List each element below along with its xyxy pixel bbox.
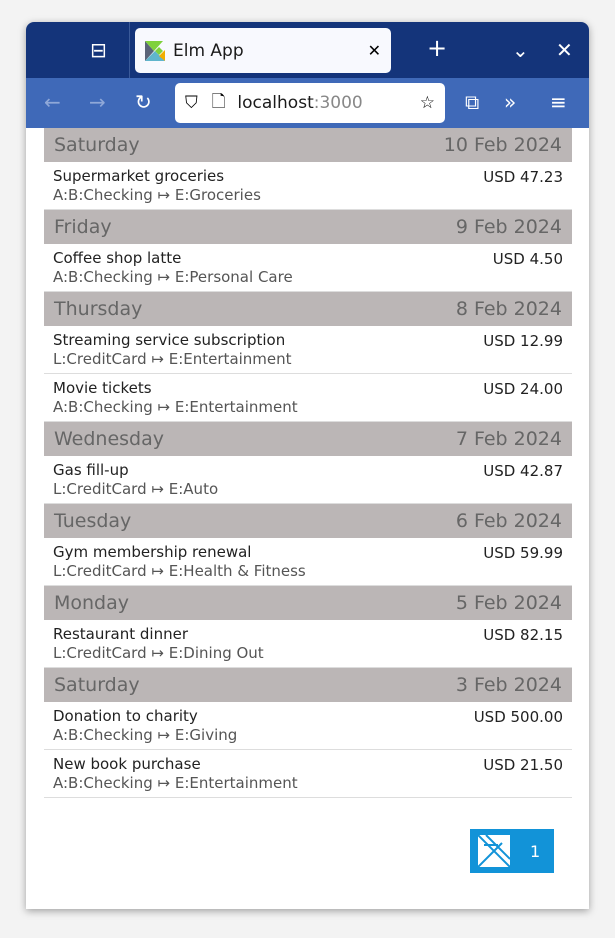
back-icon[interactable]: ← bbox=[44, 90, 61, 114]
maps-to-arrow: ↦ bbox=[157, 398, 171, 416]
date: 10 Feb 2024 bbox=[443, 134, 562, 156]
weekday: Thursday bbox=[54, 298, 143, 320]
tab-overview-icon[interactable]: ⊟ bbox=[90, 38, 107, 62]
transaction-list bbox=[44, 128, 572, 798]
to-account: E:Entertainment bbox=[174, 398, 298, 416]
forward-icon[interactable]: → bbox=[89, 90, 106, 114]
elm-debugger-logo-icon bbox=[478, 835, 510, 867]
day-header bbox=[44, 210, 572, 244]
nav-toolbar bbox=[26, 78, 589, 128]
maps-to-arrow: ↦ bbox=[151, 480, 164, 498]
transaction-row[interactable] bbox=[44, 162, 572, 210]
transaction-description: Streaming service subscription bbox=[53, 331, 286, 349]
new-tab-icon[interactable]: + bbox=[427, 34, 448, 62]
transaction-amount: USD 21.50 bbox=[483, 756, 563, 774]
transaction-accounts bbox=[53, 398, 563, 416]
transaction-accounts bbox=[53, 186, 563, 204]
elm-logo-icon bbox=[145, 41, 165, 61]
browser-window bbox=[26, 22, 589, 909]
transaction-amount: USD 47.23 bbox=[483, 168, 563, 186]
to-account: E:Health & Fitness bbox=[168, 562, 306, 580]
transaction-accounts bbox=[53, 774, 563, 792]
bookmark-star-icon[interactable]: ☆ bbox=[419, 93, 435, 113]
maps-to-arrow: ↦ bbox=[151, 350, 164, 368]
from-account: A:B:Checking bbox=[53, 726, 153, 744]
day-header bbox=[44, 128, 572, 162]
from-account: L:CreditCard bbox=[53, 644, 147, 662]
from-account: L:CreditCard bbox=[53, 562, 147, 580]
transaction-row[interactable] bbox=[44, 702, 572, 750]
menu-icon[interactable]: ≡ bbox=[550, 90, 567, 114]
transaction-description: Gas fill-up bbox=[53, 461, 129, 479]
tab-elm-app[interactable] bbox=[135, 28, 391, 73]
url-host: localhost bbox=[237, 93, 314, 113]
transaction-row[interactable] bbox=[44, 326, 572, 374]
url-bar[interactable] bbox=[175, 83, 445, 123]
transaction-description: Gym membership renewal bbox=[53, 543, 252, 561]
weekday: Tuesday bbox=[54, 510, 132, 532]
transaction-description: Supermarket groceries bbox=[53, 167, 225, 185]
to-account: E:Auto bbox=[168, 480, 219, 498]
chevron-down-icon[interactable]: ⌄ bbox=[512, 38, 529, 62]
debugger-count: 1 bbox=[530, 841, 541, 861]
from-account: A:B:Checking bbox=[53, 186, 153, 204]
transaction-accounts bbox=[53, 480, 563, 498]
to-account: E:Entertainment bbox=[174, 774, 298, 792]
to-account: E:Personal Care bbox=[174, 268, 293, 286]
from-account: A:B:Checking bbox=[53, 398, 153, 416]
url-port: :3000 bbox=[313, 93, 363, 113]
maps-to-arrow: ↦ bbox=[157, 774, 171, 792]
tab-title: Elm App bbox=[173, 40, 244, 61]
day-header bbox=[44, 668, 572, 702]
transaction-description: New book purchase bbox=[53, 755, 201, 773]
day-header bbox=[44, 586, 572, 620]
from-account: A:B:Checking bbox=[53, 774, 153, 792]
close-tab-icon[interactable]: ✕ bbox=[367, 41, 381, 60]
to-account: E:Groceries bbox=[174, 186, 261, 204]
transaction-row[interactable] bbox=[44, 374, 572, 422]
transaction-amount: USD 4.50 bbox=[492, 250, 563, 268]
weekday: Monday bbox=[54, 592, 130, 614]
date: 8 Feb 2024 bbox=[455, 298, 562, 320]
maps-to-arrow: ↦ bbox=[151, 562, 164, 580]
day-header bbox=[44, 292, 572, 326]
transaction-row[interactable] bbox=[44, 456, 572, 504]
maps-to-arrow: ↦ bbox=[157, 268, 171, 286]
tab-bar bbox=[26, 22, 589, 78]
transaction-accounts bbox=[53, 726, 563, 744]
weekday: Friday bbox=[54, 216, 112, 238]
transaction-accounts bbox=[53, 268, 563, 286]
transaction-row[interactable] bbox=[44, 538, 572, 586]
extensions-icon[interactable]: ⧉ bbox=[465, 90, 480, 114]
transaction-description: Donation to charity bbox=[53, 707, 198, 725]
to-account: E:Giving bbox=[174, 726, 238, 744]
maps-to-arrow: ↦ bbox=[157, 726, 171, 744]
weekday: Saturday bbox=[54, 674, 140, 696]
weekday: Saturday bbox=[54, 134, 140, 156]
transaction-accounts bbox=[53, 562, 563, 580]
transaction-amount: USD 82.15 bbox=[483, 626, 563, 644]
day-header bbox=[44, 422, 572, 456]
day-header bbox=[44, 504, 572, 538]
page-icon: 🗋 bbox=[211, 91, 226, 112]
transaction-amount: USD 24.00 bbox=[483, 380, 563, 398]
to-account: E:Dining Out bbox=[168, 644, 264, 662]
date: 3 Feb 2024 bbox=[455, 674, 562, 696]
transaction-amount: USD 12.99 bbox=[483, 332, 563, 350]
transaction-description: Coffee shop latte bbox=[53, 249, 182, 267]
from-account: L:CreditCard bbox=[53, 480, 147, 498]
divider bbox=[129, 22, 130, 78]
date: 7 Feb 2024 bbox=[455, 428, 562, 450]
date: 9 Feb 2024 bbox=[455, 216, 562, 238]
transaction-row[interactable] bbox=[44, 244, 572, 292]
transaction-amount: USD 42.87 bbox=[483, 462, 563, 480]
maps-to-arrow: ↦ bbox=[151, 644, 164, 662]
transaction-row[interactable] bbox=[44, 750, 572, 798]
transaction-amount: USD 500.00 bbox=[473, 708, 563, 726]
from-account: L:CreditCard bbox=[53, 350, 147, 368]
transaction-description: Restaurant dinner bbox=[53, 625, 188, 643]
elm-debugger-button[interactable] bbox=[470, 829, 554, 873]
weekday: Wednesday bbox=[54, 428, 165, 450]
more-tools-icon[interactable]: » bbox=[504, 90, 517, 114]
from-account: A:B:Checking bbox=[53, 268, 153, 286]
date: 5 Feb 2024 bbox=[455, 592, 562, 614]
transaction-accounts bbox=[53, 350, 563, 368]
to-account: E:Entertainment bbox=[168, 350, 292, 368]
close-window-icon[interactable]: ✕ bbox=[556, 38, 573, 62]
date: 6 Feb 2024 bbox=[455, 510, 562, 532]
transaction-amount: USD 59.99 bbox=[483, 544, 563, 562]
maps-to-arrow: ↦ bbox=[157, 186, 171, 204]
transaction-description: Movie tickets bbox=[53, 379, 152, 397]
reload-icon[interactable]: ↻ bbox=[135, 90, 152, 114]
shield-icon[interactable]: ⛉ bbox=[185, 93, 198, 113]
transaction-accounts bbox=[53, 644, 563, 662]
transaction-row[interactable] bbox=[44, 620, 572, 668]
